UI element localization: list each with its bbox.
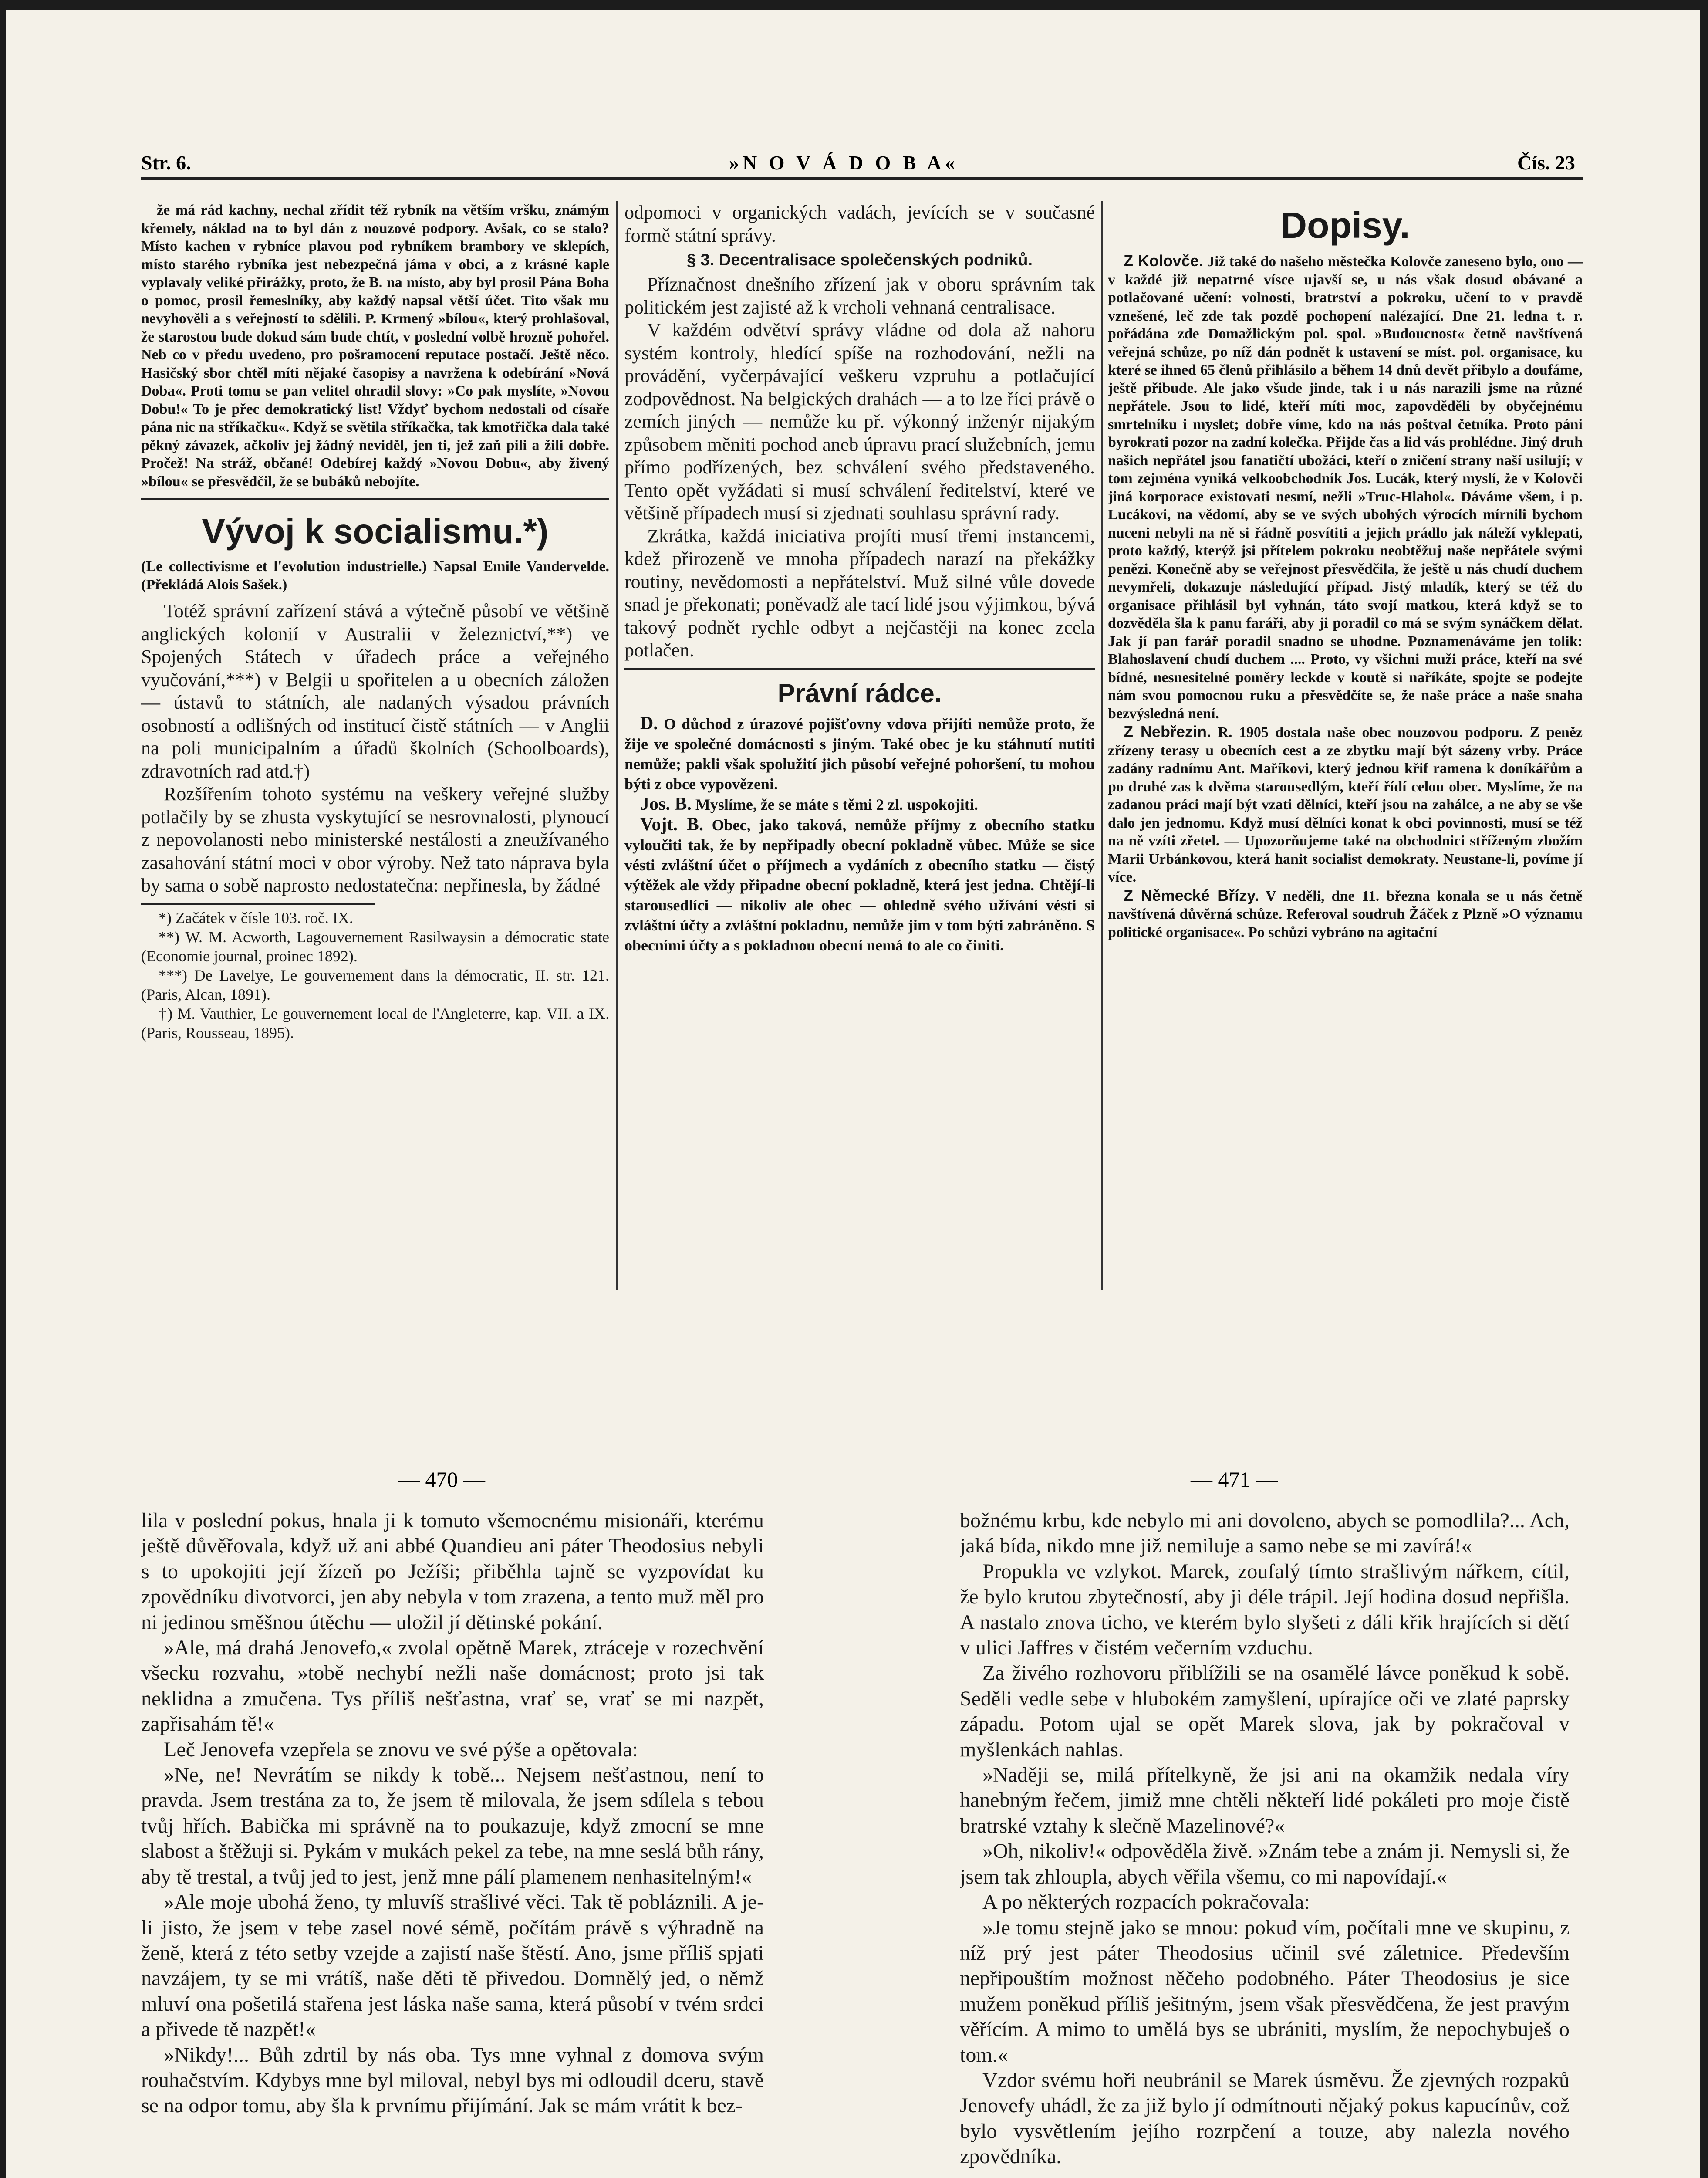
novel-paragraph: »Nikdy!... Bůh zdrtil by nás oba. Tys mne vyhnal z domova svým rouhačstvím. Kdybys mne byl miloval, nebyl bys mi odloudil dceru, stavě se na odpor tomu, aby šla k prvnímu přijímání. Jak se mám vrátit k bez-: [141, 2043, 764, 2117]
novel-paragraph: A po některých rozpacích pokračovala:: [982, 1891, 1310, 1914]
novel-paragraph: Leč Jenovefa vzepřela se znovu ve své pýše a opětovala:: [164, 1738, 638, 1761]
page-number-470: — 470 —: [398, 1467, 485, 1491]
article-paragraph-1: Totéž správní zařízení stává a výtečně působí ve většině anglických kolonií v Australii v železnictví,**) ve Spojených Státech v úřadech práce a veřejného vyučování,***) v Belgii u spořitelen a u obecních záložen — ústavů to státních, ale nadaných výsadou právních osobností a odlišných od institucí čistě státních — v Anglii na poli municipalním a úřadů školních (Schoolboards), zdravotních rad atd.†): [141, 600, 609, 782]
novel-paragraph: »Ne, ne! Nevrátím se nikdy k tobě... Nejsem nešťastnou, není to pravda. Jsem trestána za to, že jsem tě milovala, že jsem sdílela s tebou tvůj hřích. Babička mi správně na to poukazuje, když zmocní se mne slabost a štěžuji si. Pykám v mukách pekel za tebe, na mne seslá bůh rány, aby tě trestal, a tvůj jed to jest, jenž mne pálí plamenem nenhasitelným!«: [141, 1763, 764, 1888]
novel-page-470: [141, 1508, 764, 2178]
header-rule: [141, 177, 1583, 180]
novel-paragraph: »Je tomu stejně jako se mnou: pokud vím, počítali mne ve skupinu, z níž prý jest páter Theodosius učinil své záletnice. Především nepřipouštím možnost něčeho podobného. Páter Theodosius je sice mužem poněkud příliš ješitným, jsem však přesvědčena, že jest pravým věřícím. A mimo to umělá bys se ubrániti, myslím, že nepochybuješ o tom.«: [960, 1916, 1570, 2066]
advice-text: Obec, jako taková, nemůže příjmy z obecního statku vyloučiti tak, že by nepřipadly obecní pokladně vůbec. Může se sice vésti zvláštní účet o příjmech a vydáních z obecního statku — čistý výtěžek ale vždy připadne obecní pokladně, která jest jedna. Chtějí-li starousedlíci — nikoliv ale obec — ohledně svého užívání vésti si zvláštní účty a zvláštní pokladnu, nemůže jim v tom býti zabráněno. S obecními účty a s pokladnou obecní nemá to ale co činiti.: [624, 816, 1095, 954]
footnote: **) W. M. Acworth, Lagouvernement Rasilwaysin a démocratic state (Economie journal, proinec 1892).: [141, 928, 609, 965]
legal-advice-section: [624, 714, 1095, 955]
advice-item: [624, 794, 1095, 815]
article-subtitle: (Le collectivisme et l'evolution industrielle.) Napsal Emile Vandervelde. (Překládá Alois Sašek.): [141, 558, 609, 593]
novel-paragraph: »Naději se, milá přítelkyně, že jsi ani na okamžik nedala víry hanebným řečem, jimiž mne chtěli někteří lidé pokáleti pro moje čistě bratrské vztahy k slečně Mazelinové?«: [960, 1763, 1570, 1837]
article-continuation: odpomoci v organických vadách, jevících se v současné formě státní správy.: [624, 202, 1095, 246]
novel-paragraph: »Ale moje ubohá ženo, ty mluvíš strašlivé věci. Tak tě pobláznili. A je-li jisto, že jsem v tebe zasel nové sémě, počítám právě s výhradně na ženě, která z této setby vzejde a zajistí naše štěstí. Ano, jsme příliš spjati navzájem, ty se mi vrátíš, naše děti tě přivedou. Domnělý jed, o němž mluví ona pošetilá stařena jest láska naše sama, která působí v tvém srdci a přivede tě nazpět!«: [141, 1891, 764, 2041]
advice-item: [624, 815, 1095, 955]
article-paragraph-2: Rozšířením tohoto systému na veškery veřejné služby potlačily by se zhusta vyskytující se nesrovnalosti, plynoucí z nepovolanosti nebo ministerské nestálosti a zneužívaného zasahování státní moci v obor výroby. Než tato náprava byla by sama o sobě naprosto nedostatečna: nepřinesla, by žádné: [141, 783, 609, 896]
footnote: †) M. Vauthier, Le gouvernement local de l'Angleterre, kap. VII. a IX. (Paris, Rousseau, 1895).: [141, 1004, 609, 1042]
article-title: Vývoj k socialismu.*): [202, 512, 549, 551]
village-report-paragraph: že má rád kachny, nechal zřídit též rybník na větším vršku, známým křemely, náklad na to byl dán z nouzové podpory. Avšak, co se stalo? Místo kachen v rybníce plavou pod rybníkem brambory ve sklepích, místo starého rybníka jest nebezpečná jáma v obci, a z krásné kaple vyplavaly veliké přirážky, proto, že B. na místo, aby byl prosil Pána Boha o pomoc, prosil řemeslníky, aby každý napsal větší účet. Tito však mu nevyhověli a s veřejností to sdělili. P. Krmený »bílou«, který prohlašoval, že starostou bude dokud sám bude chtít, v poslední volbě hrozně pohořel. Neb co v předu uvedeno, pro pošramocení reputace postačí. Ještě něco. Hasičský sbor chtěl míti nějaké časopisy a navržena k odebírání »Nová Doba«. Proti tomu se pan velitel ohradil slovy: »Co pak myslíte, »Novou Dobu!« To je přec demokratický list! Vždyť bychom nedostali od císaře pána nic na stříkačku«. Když se světila stříkačka, tak kmotřička dala také pěkný závazek, ačkoliv jej žádný neviděl, jen ti, jež zaň pili a žili dobře. Pročež! Na stráž, občané! Odebírej každý »Novou Dobu«, aby živený »bílou« se přesvědčil, že se bubáků nebojíte.: [141, 202, 609, 490]
advice-text: Myslíme, že se máte s těmi 2 zl. uspokojiti.: [695, 795, 978, 813]
letter-item: [1108, 252, 1583, 723]
letter-item: [1108, 723, 1583, 886]
novel-paragraph: »Ale, má drahá Jenovefo,« zvolal opětně Marek, ztráceje v rozechvění všecku rozvahu, »tobě nechybí nežli naše domácnost; proto jsi tak neklidna a zmučena. Tys příliš nešťastna, vrať se, vrať se mi nazpět, zapřisahám tě!«: [141, 1636, 764, 1736]
article-paragraph: Příznačnost dnešního zřízení jak v oboru správním tak politickém jest zajisté až k vrcholi vehnaná centralisace.: [624, 274, 1095, 318]
article-paragraph: Zkrátka, každá iniciativa projíti musí třemi instancemi, kdež přirozeně ve mnoha případech narazí na překážky routiny, nevědomosti a nepřátelství. Muž silné vůle dovede snad je překonati; poněvadž ale tací lidé jsou výjimkou, bývá takový podnět rychle odbyt a nejčastěji na konec zcela potlačen.: [624, 525, 1095, 661]
separator-rule: [624, 668, 1095, 670]
article-paragraph: V každém odvětví správy vládne od dola až nahoru systém kontroly, hledící spíše na rozhodování, nežli na provádění, vyčerpávající veškeru vzpruhu a potlačující zodpovědnost. Na belgických drahách — a to lze říci právě o zemích jiných — nemůže ku př. výkonný inženýr nijakým způsobem měniti pochod aneb úpravu prací služebních, jemu přímo podřízených, bez schválení svého představeného. Tento opět vyžádati si musí schválení ředitelství, které ve většině případech musí si zjednati souhlasu správní rady.: [624, 319, 1095, 524]
letters-section: [1108, 252, 1583, 941]
advice-recipient: Vojt. B.: [640, 814, 704, 835]
novel-paragraph: lila v poslední pokus, hnala ji k tomuto všemocnému misionáři, kterému ještě důvěřovala, když už ani abbé Quandieu ani páter Theodosius nebyli s to upokojiti její žízeň po Ježíši; přiběhla tajně se vyzpovídat ku zpovědníku divotvorci, jen aby nebyla v tom zrazena, a tento muž měl pro ni jedinou směšnou útěchu — uložil jí dětinské pokání.: [141, 1509, 764, 1634]
header-page-label: Str. 6.: [141, 152, 191, 174]
header-journal-title: »N O V Á D O B A«: [729, 152, 959, 174]
letter-text: V neděli, dne 11. března konala se u nás četně navštívená důvěrná schůze. Referoval soudruh Žáček z Plzně »O významu politické organisace«. Po schůzi vybráno na agitační: [1108, 888, 1583, 940]
letter-place: Z Nebřezin.: [1124, 723, 1211, 741]
column-divider: [1101, 201, 1103, 1290]
separator-rule: [141, 498, 609, 500]
header-issue-number: Čís. 23: [1517, 152, 1575, 174]
footnote: *) Začátek v čísle 103. roč. IX.: [159, 909, 353, 927]
novel-page-471: [960, 1508, 1570, 2178]
footnote: ***) De Lavelye, Le gouvernement dans la démocratic, II. str. 121. (Paris, Alcan, 1891).: [141, 966, 609, 1003]
letter-text: Již také do našeho městečka Kolovče zaneseno bylo, ono — v každé již nepatrné vísce ujavší se, u nás však dosud obávané a potlačované učení: volnosti, bratrství a pokroku, učení to v pravdě vznešené, leč zde tak pozdě pochopení nalézající. Dne 21. ledna t. r. pořádána zde Domažlickým pol. spol. »Budoucnost« četně navštívená veřejná schůze, po níž dán podnět k ustavení se míst. pol. organisace, ku které se ihned 65 členů přihlásilo a během 14 dnů devět přibylo a doufáme, ještě přibude. Ale jako všude jinde, tak i u nás narazili jsme na různé nepřátele. Jsou to lidé, kteří míti moc, zapovděděli by obyčejnému smrtelníku i myslet; dobře víme, kdo na nás poštval četníka. Proto páni byrokrati pozor na zadní kolečka. Přijde čas a lid vás prohlédne. Jiný druh našich nepřátel jsou fanatičtí ubožáci, kteří o zničení strany naší usilují; v tom zejména vyniká velkoobchodník Jos. Lucák, který myslí, že v Kolovči jiná korporace existovati nesmí, nežli »Truc-Hlahol«. Dáváme všem, i p. Lucákovi, na vědomí, aby se ve svých ubohých výrocích mírnili bychom nuceni nebyli na ně si řádně posvítiti a jejich prádlo jak náleží vyklepati, proto každý, kterýž jsi přítelem pokroku neobtěžuj naše nepřátele svými penězi. Konečně aby se veřejnost přesvědčila, že ještě u nás chudí duchem nevymřeli, dokazuje následující případ. Jistý mladík, který se též do organisace přihlásil byl vyhnán, táto svojí matkou, která když se to dozvěděla šla k panu faráři, aby ji poradil co má se svým synáčkem dělat. Jak jí pan farář poradil snadno se uhodne. Poznamenáváme jen tolik: Blahoslavení chudí duchem .... Proto, vy všichni muži práce, kteří na své bídné, nesnesitelné poměry leckde v koutě si naříkáte, spojte se podejte nám svou pomocnou ruku a přesvědčíte se, že naše práce a naše snaha bezvýsledná není.: [1108, 254, 1583, 722]
letters-title: Dopisy.: [1280, 205, 1410, 246]
column-1: [141, 201, 609, 1299]
novel-paragraph: Za živého rozhovoru přiblížili se na osamělé lávce poněkud k sobě. Seděli vedle sebe v hlubokém zamyšlení, upírajíce oči ve zlaté paprsky západu. Potom ujal se opět Marek slova, jak by pokračoval v myšlenkách nahlas.: [960, 1661, 1570, 1761]
letter-item: [1108, 886, 1583, 942]
column-3: [1108, 201, 1583, 1299]
advice-recipient: Jos. B.: [640, 794, 692, 814]
section-heading: § 3. Decentralisace společenských podniků.: [686, 251, 1033, 269]
advice-recipient: D.: [640, 713, 658, 734]
column-divider: [616, 201, 618, 1290]
novel-paragraph: Vzdor svému hoři neubránil se Marek úsměvu. Že zjevných rozpaků Jenovefy uhádl, že za již bylo jí odmítnouti nějaký pokus kapucínův, což bylo vysvětlením jejího rozrpčení a touze, aby nalezla nového zpovědníka.: [960, 2068, 1570, 2168]
letter-place: Z Kolovče.: [1124, 252, 1203, 270]
advice-text: O důchod z úrazové pojišťovny vdova přijíti nemůže proto, že žije ve společné domácnosti s jiným. Také obec je ku stáhnutí nutiti nemůže; pakli však spolužití jich působí veřejné pohoršení, tu mohou býti z obce vypovězeni.: [624, 715, 1095, 793]
village-report-text: [141, 201, 609, 490]
column-2: [624, 201, 1095, 1299]
footnote-rule: [141, 903, 375, 905]
legal-advice-title: Právní rádce.: [777, 678, 942, 708]
page-number-471: — 471 —: [1191, 1467, 1278, 1491]
novel-paragraph: Propukla ve vzlykot. Marek, zoufalý tímto strašlivým nářkem, cítil, že bylo krutou zbytečností, aby ji déle trápil. Její hodina dosud nepřišla. A nastalo znova ticho, ve kterém bylo slyšeti z dáli křik hrajících si dětí v ulici Jaffres v čistém večerním vzduchu.: [960, 1559, 1570, 1660]
letter-text: R. 1905 dostala naše obec nouzovou podporu. Z peněz zřízeny terasy u obecních cest a ze zbytku mají být sázeny vrby. Práce zadány radnímu Ant. Maříkovi, který jednou křif ramena k doníkářům a po druhé zas k dvěma starousedlým, kteří řídí celou obec. Myslíme, že na zadanou práci mají být vzati dělníci, kteří jsou na zahálce, a ne aby se vše dalo jen jednomu. Když musí dělníci konat k obci povinnosti, musí se též na ně vzíti zřetel. — Upozorňujeme také na obchodnici stříženým zbožím Marii Urbánkovou, která hanit socialist demokraty. Neustane-li, povíme jí více.: [1108, 724, 1583, 885]
advice-item: [624, 714, 1095, 794]
footnotes: [141, 908, 609, 1042]
novel-paragraph: »Oh, nikoliv!« odpověděla živě. »Znám tebe a znám ji. Nemysli si, že jsem tak zhloupla, abych věřila všemu, co mi napovídají.«: [960, 1840, 1570, 1888]
newspaper-page: [6, 10, 1700, 2178]
novel-paragraph: božnému krbu, kde nebylo mi ani dovoleno, abych se pomodlila?... Ach, jaká bída, nikdo mne již nemiluje a samo nebe se mi zavírá!«: [960, 1509, 1570, 1558]
letter-place: Z Německé Břízy.: [1124, 886, 1259, 904]
